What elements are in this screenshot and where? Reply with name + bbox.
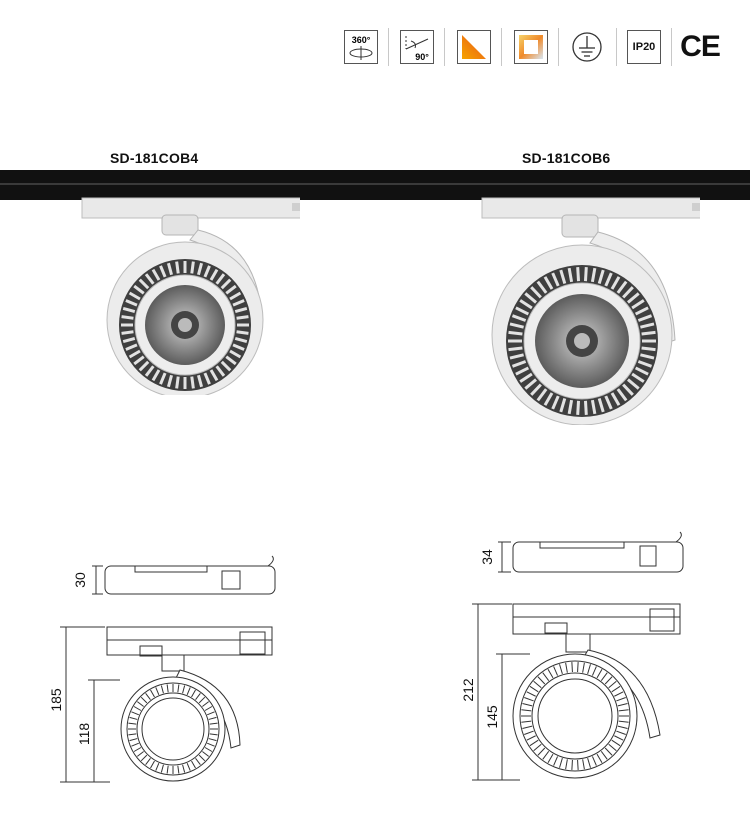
heatsink-fin bbox=[578, 267, 579, 281]
spotlight-render-cob6 bbox=[470, 195, 700, 425]
dim-depth-cob4: 30 bbox=[72, 572, 88, 588]
tilt-90-icon bbox=[400, 30, 434, 64]
heatsink-fin bbox=[578, 662, 579, 672]
heatsink-fin bbox=[509, 348, 523, 350]
heatsink-fin bbox=[585, 401, 586, 415]
heatsink-fin bbox=[122, 317, 134, 319]
rotation-360-icon bbox=[344, 30, 378, 64]
heatsink-fin bbox=[237, 332, 249, 334]
dim-total-cob4: 185 bbox=[48, 688, 64, 712]
heatsink-fin bbox=[237, 317, 249, 319]
heatsink-fin bbox=[572, 760, 573, 770]
heatsink-fin bbox=[177, 262, 179, 274]
heatsink-fin bbox=[642, 348, 656, 350]
model-label-cob6: SD-181COB6 bbox=[522, 150, 611, 166]
heatsink-fin bbox=[192, 377, 194, 389]
color-temperature-icon bbox=[514, 30, 548, 64]
heatsink-fin bbox=[177, 377, 179, 389]
heatsink-fin bbox=[578, 760, 579, 770]
dim-head-cob4: 118 bbox=[76, 722, 92, 746]
heatsink-fin bbox=[572, 662, 573, 672]
dimming-icon bbox=[457, 30, 491, 64]
heatsink-fin bbox=[122, 332, 134, 334]
heatsink-fin bbox=[585, 267, 586, 281]
heatsink-fin bbox=[509, 332, 523, 334]
tilt-value: 90° bbox=[415, 52, 429, 62]
ip-rating-badge: IP20 bbox=[627, 30, 661, 64]
rotation-value: 360° bbox=[351, 35, 371, 45]
dim-total-cob6: 212 bbox=[460, 678, 476, 702]
heatsink-fin bbox=[578, 401, 579, 415]
dim-depth-cob6: 34 bbox=[479, 549, 495, 565]
dim-head-cob6: 145 bbox=[484, 705, 500, 729]
ground-symbol-icon bbox=[570, 30, 604, 64]
heatsink-fin bbox=[192, 262, 194, 274]
track-groove bbox=[0, 183, 750, 185]
heatsink-fin bbox=[642, 332, 656, 334]
ce-mark: CE bbox=[680, 30, 720, 63]
spotlight-render-cob4 bbox=[70, 195, 300, 395]
model-label-cob4: SD-181COB4 bbox=[110, 150, 199, 166]
technical-drawings bbox=[0, 520, 750, 820]
